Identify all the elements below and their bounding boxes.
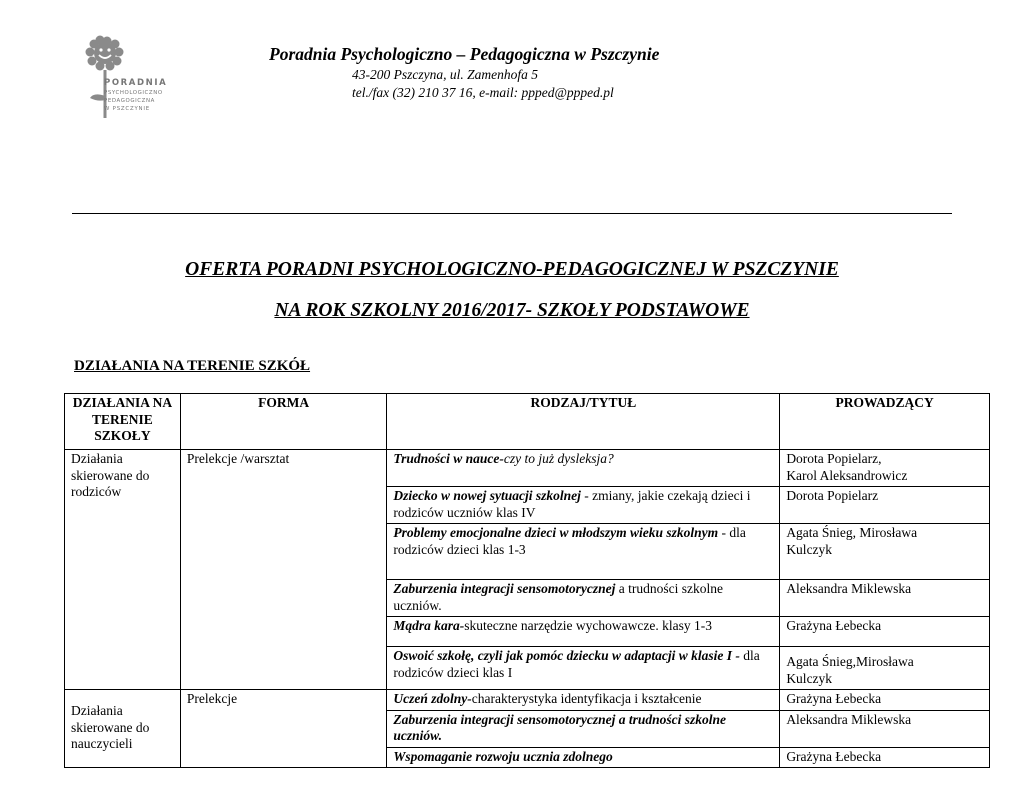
header-cell-leader: PROWADZĄCY <box>780 394 990 450</box>
category-cell-teachers: Działania skierowane do nauczycieli <box>65 690 181 768</box>
table-row <box>65 450 990 487</box>
leader-cell <box>780 710 990 747</box>
leader-cell <box>780 487 990 524</box>
form-cell-teachers: Prelekcje <box>180 690 386 768</box>
table-header-row <box>65 394 990 450</box>
document-title-line-2: NA ROK SZKOLNY 2016/2017- SZKOŁY PODSTAWOWE <box>274 300 750 321</box>
title-cell <box>387 617 780 647</box>
header-cell-activities: DZIAŁANIA NA TERENIE SZKOŁY <box>65 394 181 450</box>
topic-description: skuteczne narzędzie wychowawcze. klasy 1-3 <box>464 618 713 633</box>
leader-name: Agata Śnieg,Mirosława <box>786 654 914 669</box>
leader-cell <box>780 647 990 690</box>
institution-name: Poradnia Psychologiczno – Pedagogiczna w Pszczynie <box>269 44 660 64</box>
topic-description: - dla rodziców dzieci klas 1-3 <box>393 525 746 557</box>
topic-title: Zaburzenia integracji sensomotorycznej a trudności szkolne uczniów. <box>393 711 727 743</box>
leader-name: Aleksandra Miklewska <box>786 711 912 727</box>
topic-title: Problemy emocjonalne dzieci w młodszym wieku szkolnym <box>393 525 719 540</box>
leader-name: Agata Śnieg, Mirosława <box>786 525 918 540</box>
title-cell <box>387 450 780 487</box>
category-cell-parents: Działania skierowane do rodziców <box>65 450 181 690</box>
title-cell <box>387 647 780 690</box>
logo-line-2: PSYCHOLOGICZNO <box>104 89 163 96</box>
leader-name: Grażyna Łebecka <box>786 691 882 706</box>
leader-cell <box>780 690 990 711</box>
leader-name: Grażyna Łebecka <box>786 618 882 633</box>
topic-description: dla rodziców dzieci klas I <box>393 648 760 680</box>
leader-cell <box>780 580 990 617</box>
leader-cell <box>780 450 990 487</box>
header-divider <box>72 213 952 214</box>
table-row <box>65 690 990 711</box>
title-cell <box>387 580 780 617</box>
institution-address: 43-200 Pszczyna, ul. Zamenhofa 5 <box>352 67 538 82</box>
leader-cell <box>780 747 990 768</box>
title-cell <box>387 690 780 711</box>
topic-title: Wspomaganie rozwoju ucznia zdolnego <box>393 748 613 764</box>
form-cell-parents: Prelekcje /warsztat <box>180 450 386 690</box>
logo-line-3: PEDAGOGICZNA <box>104 97 155 104</box>
title-cell <box>387 524 780 580</box>
leader-name: Grażyna Łebecka <box>786 748 882 764</box>
topic-title: Trudności w nauce- <box>393 451 504 466</box>
title-cell <box>387 710 780 747</box>
leader-name: Kulczyk <box>786 670 833 686</box>
title-cell <box>387 747 780 768</box>
logo-line-1: PORADNIA <box>104 78 168 88</box>
leader-name: Dorota Popielarz, <box>786 451 882 466</box>
leader-cell <box>780 524 990 580</box>
title-cell <box>387 487 780 524</box>
offer-table <box>64 393 990 768</box>
leader-name: Karol Aleksandrowicz <box>786 467 908 483</box>
topic-title: Oswoić szkołę, czyli jak pomóc dziecku w adaptacji w klasie I - <box>393 648 740 663</box>
section-heading: DZIAŁANIA NA TERENIE SZKÓŁ <box>74 358 311 374</box>
topic-title: Uczeń zdolny- <box>393 691 472 706</box>
topic-description: charakterystyka identyfikacja i kształcenie <box>471 691 702 706</box>
leader-name: Dorota Popielarz <box>786 488 879 503</box>
topic-title: Zaburzenia integracji sensomotorycznej <box>393 581 616 596</box>
logo-line-4: W PSZCZYNIE <box>104 106 150 113</box>
leader-name: Kulczyk <box>786 541 833 557</box>
topic-description: a trudności szkolne uczniów. <box>393 581 723 613</box>
topic-description: czy to już dysleksja? <box>503 451 614 466</box>
header-cell-title: RODZAJ/TYTUŁ <box>387 394 780 450</box>
document-title-line-1: OFERTA PORADNI PSYCHOLOGICZNO-PEDAGOGICZNEJ W PSZCZYNIE <box>185 259 839 280</box>
poradnia-logo <box>80 34 180 120</box>
leader-cell <box>780 617 990 647</box>
leader-name: Aleksandra Miklewska <box>786 581 912 596</box>
topic-title: Dziecko w nowej sytuacji szkolnej <box>393 488 581 503</box>
topic-description: - zmiany, jakie czekają dzieci i rodziców uczniów klas IV <box>393 488 751 520</box>
topic-title: Mądra kara- <box>393 618 465 633</box>
header-cell-form: FORMA <box>180 394 386 450</box>
institution-contact: tel./fax (32) 210 37 16, e-mail: ppped@ppped.pl <box>352 85 614 100</box>
logo-text <box>104 79 167 113</box>
